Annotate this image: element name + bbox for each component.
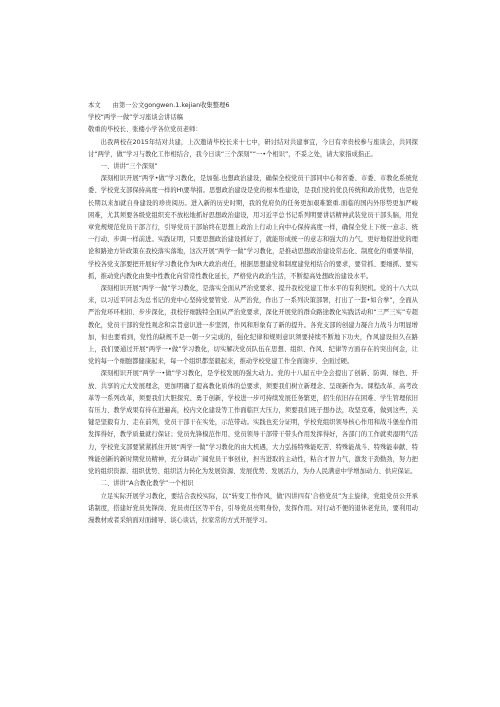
section-2-paragraph-1: 立足实际开展学习教化，要结合我校实际，以“转变工作作风，做‘四讲四有’合格党员”为主旋律，党组党员公开承诺制度，搭建好党员先锋岗、党员责任区等平台，引导党员亮明身份，发挥作用。对行动不便的退休老党员，要利用动漫教材或者采纳面对面辅导、谈心谈话，拉家常的方式开展学习。	[88, 492, 418, 524]
section-1-paragraph-3: 深刻相识开展“两学一•做”学习教化，是学校发展的强大动力。党的十八届五中全会提出了创新、防调、绿色、开放、共享的元大发展理念，更加明确了提高教化质体的总要求，须要我们树立新理念、呈现新作为。课程改革、高考改革等一系列改革，须要我们大胆探究、勇于创新，学校进一步可持续发展任务繁更，招生依旧存在困难、学生管理依旧有压力、教学成果有待在进遍高，校内文化建设等工作面临巨大压力，须要我们班子想办法，攻坚克难，做到这些，关键是坚毅有力、走在前列，党员干部干在实处，示范带动。实践也充分证明，学校党组织领导核心作用和战斗堡垒作用发挥得好，教学质量就行保证；党员先锋模范作用、党员领导干部带干带头作用发挥得好，各部门的工作就卖湿明气活力，学校党支部要紧紧抓住开展“两学一做”学习教化的由大机遇，大力弘扬特殊能吃苦、特殊能战斗、特殊能奉献、特殊能创新的新时期党员精神，充分调动广阔党员干事创业，担当进取的主动性，粘合才智力气，激发干劲勤劲，努力把党的组织资源、组织优势、组织活力转化为发展资源、发展优势、发展活力，为办人民满意中学增加动力、供应保证。	[88, 370, 418, 476]
document-header	[88, 100, 418, 112]
header-source: 由第一公文gongwen.1.kejian收集整理6	[112, 102, 230, 109]
intro-paragraph: 出我两校在2015年结对共建，上次邀请毕校长来十七中，研讨结对共建事宜，今日有幸贵校参与座谈会，共同探讨“两学，做”学习与教化工作相结合，我今日谈“三个深刻”“一•个相识”，不妥之处，请大家指成指正。	[88, 138, 418, 158]
header-prefix: 本文	[88, 102, 101, 109]
document-title: 学校“两学一做”学习座谈会讲话稿	[88, 114, 184, 122]
document-body	[88, 100, 418, 527]
section-1-paragraph-1: 深刻相识开展“两学•做”学习教化，是加强.也想政治建设，确保全校党员干部同中心和省委、市委、市教化系统党委、学校党支部保持高度一样的H\要举措。思想政治建设是党的根本性建设，是我们党的优良传统和政治优势，也是党长期以来加就自身建设的珍贵阅历。进入新的历史时期，我的党府负的任务更加艰难繁重.面临的国内外形势更加严峻困难，尤其须要各级党组织充不放松地抓好思想政治建设，用习近平总书记系列明要讲话精神武装党员干部头脑，用党章党规规范党员干部言行，引导党员干部始终在思想上政治上行动上向中心保持高度一样，确保全党上下统一意志、统一行动、步调一样前进。实践证明，只要思想政治建设抓好了，就能形成统一的意志和强大的力气，更好地促进党的理论和路途方针政策在我校落实落地，这次开展“两学一做”学习教化，是推动思想政治建设常态化、制度化的重要举措，学校各党支部要把开展好学习教化作为IR大政治责任，根据思想建党和制度建党相结合的要求，要常抓、要细抓、要实抓，推动党内教化由集中性教化向常常性教化延长，严格党内政治生活，不断提高处想政治建设水平。	[88, 175, 418, 280]
salutation: 敬重的毕校长、张楼小学各位党员老师：	[88, 126, 202, 134]
section-1-heading: 一、讲讲“三个深刻”	[100, 163, 158, 171]
section-1-paragraph-2: 深刻相识开展“两学一做”学习教化，是落实全面从严治党要求、提升我校党建工作水平的有利契机。党的十八大以来，以习近平同志为总书记的党中心坚持党要管党．从严治党，作出了一系列决策部署，打出了一套•如合拳”，全面从严治党环环相扣、步步深化，我校仔细践特全面从严治党要求，深化开展党的群众路途教化实践活动和“三严三实”专超教化，党员干部的党性观念和宗旨意识进一步坚固，作风和形象有了新的提升。各党支部的创建力凝合力战斗力明显增加，但也要看到，党性的缺规不是一朝一夕完成的，强化纪律和规则意识须要持续不断地下功夫，作风建设但久在路上，我们要通过开展“两学一•做”学习教化，切实解决党员队伍在思想、组织、作风、纪律等方面存在的突出何金，让党的每一个细胞都健康起来，每一个组织都坚毅起来，推动学校党建工作全面谢步、全面过硬。	[88, 285, 418, 366]
section-2-heading: 二、讲讲“A合教化教学”一个相识	[100, 480, 194, 488]
